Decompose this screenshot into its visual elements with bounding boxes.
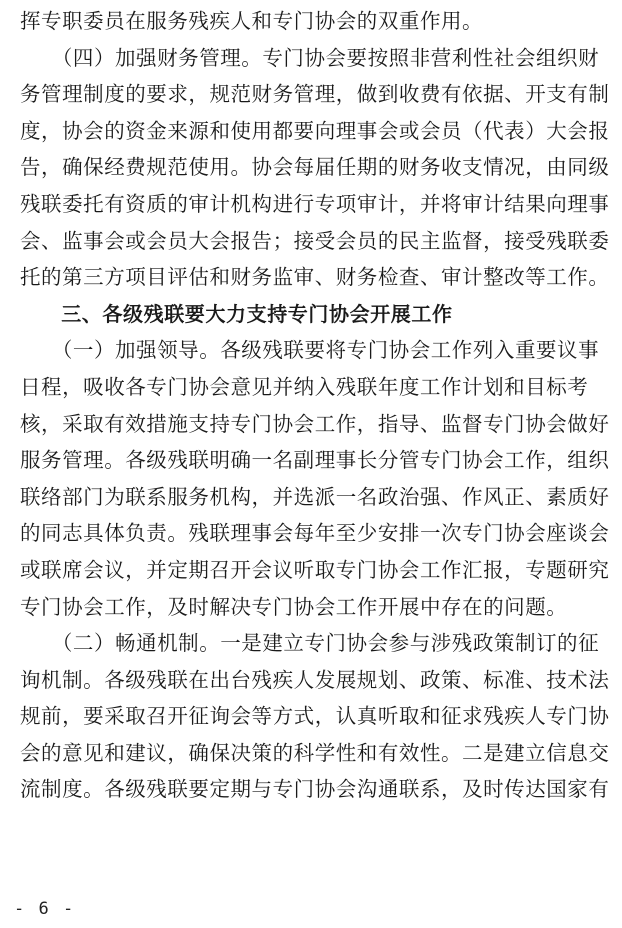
text-line: 服务管理。各级残联明确一名副理事长分管专门协会工作，组织: [20, 448, 610, 473]
text-line: 日程，吸收各专门协会意见并纳入残联年度工作计划和目标考: [20, 374, 589, 399]
text-line: 告，确保经费规范使用。协会每届任期的财务收支情况，由同级: [20, 155, 610, 180]
text-line: 专门协会工作，及时解决专门协会工作开展中存在的问题。: [20, 594, 568, 619]
text-line: 询机制。各级残联在出台残疾人发展规划、政策、标准、技术法: [20, 667, 610, 692]
text-line: （一）加强领导。各级残联要将专门协会工作列入重要议事: [20, 338, 600, 363]
body-text: [20, 3, 610, 808]
text-line: 核，采取有效措施支持专门协会工作，指导、监督专门协会做好: [20, 411, 610, 436]
text-line: 务管理制度的要求，规范财务管理，做到收费有依据、开支有制: [20, 82, 610, 107]
text-line: 联络部门为联系服务机构，并选派一名政治强、作风正、素质好: [20, 484, 610, 509]
section-heading: 三、各级残联要大力支持专门协会开展工作: [20, 301, 453, 326]
text-line: 或联席会议，并定期召开会议听取专门协会工作汇报，专题研究: [20, 557, 610, 582]
text-line: 托的第三方项目评估和财务监审、财务检查、审计整改等工作。: [20, 265, 610, 290]
text-line: 的同志具体负责。残联理事会每年至少安排一次专门协会座谈会: [20, 521, 610, 546]
text-line: （四）加强财务管理。专门协会要按照非营利性社会组织财: [20, 45, 600, 70]
page-number: - 6 -: [14, 899, 76, 919]
text-line: 规前，要采取召开征询会等方式，认真听取和征求残疾人专门协: [20, 704, 610, 729]
text-line: 会、监事会或会员大会报告；接受会员的民主监督，接受残联委: [20, 228, 610, 253]
text-line: 挥专职委员在服务残疾人和专门协会的双重作用。: [20, 9, 484, 33]
text-line: 残联委托有资质的审计机构进行专项审计，并将审计结果向理事: [20, 191, 610, 216]
text-line: 会的意见和建议，确保决策的科学性和有效性。二是建立信息交: [20, 740, 610, 765]
text-line: 度，协会的资金来源和使用都要向理事会或会员（代表）大会报: [20, 118, 610, 143]
text-line: （二）畅通机制。一是建立专门协会参与涉残政策制订的征: [20, 631, 600, 656]
text-line: 流制度。各级残联要定期与专门协会沟通联系，及时传达国家有: [20, 777, 610, 802]
